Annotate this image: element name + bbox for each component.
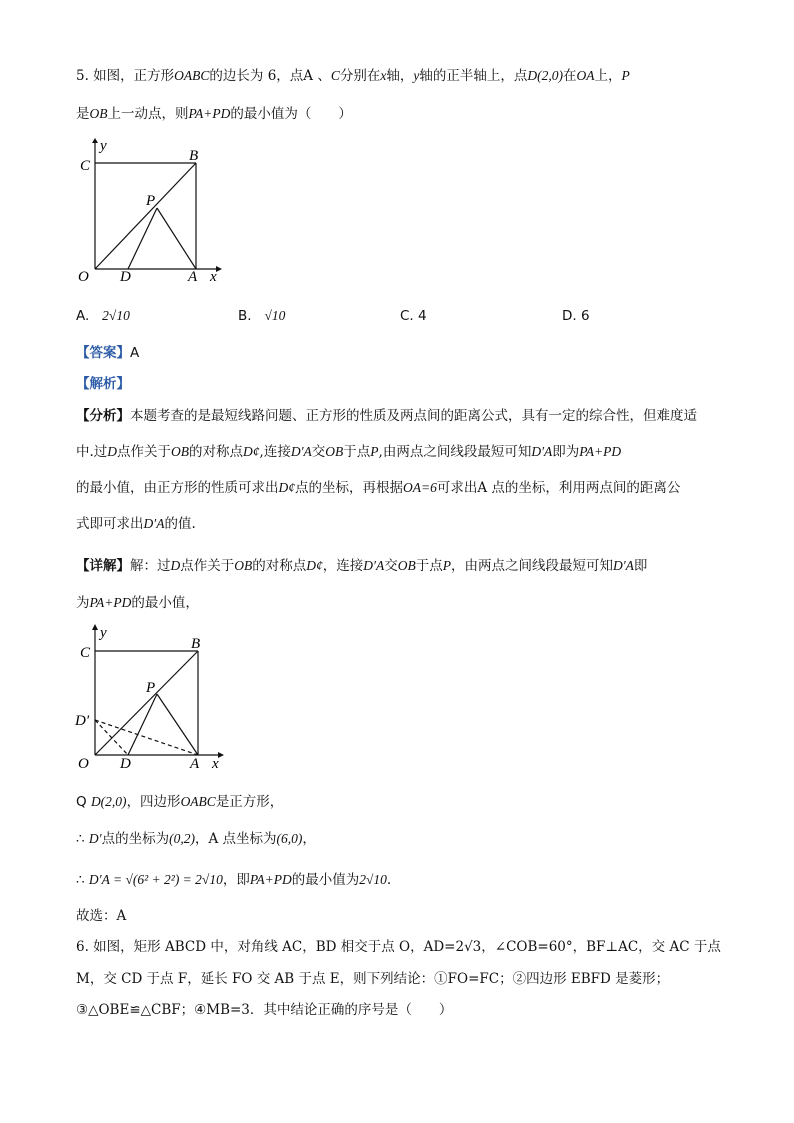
label-o: O <box>78 756 89 772</box>
label-b: B <box>189 148 199 164</box>
label-x: x <box>212 756 219 772</box>
label-p: P <box>146 193 156 209</box>
label-a: A <box>188 269 198 285</box>
label-y: y <box>100 138 107 154</box>
answer-line: 【答案】A <box>76 345 140 361</box>
fenxi-line-1: 【分析】本题考查的是最短线路问题、正方形的性质及两点间的距离公式，具有一定的综合性，但难度适 <box>76 408 697 424</box>
q6-stem-line-2: M，交 CD 于点 F，延长 FO 交 AB 于点 E，则下列结论：①FO=FC；②四边形 EBFD 是菱形； <box>76 971 670 987</box>
segment-pd <box>128 694 157 755</box>
label-dprime: D′ <box>75 713 90 729</box>
solution-step-1: Q D(2,0)，四边形OABC是正方形， <box>76 794 284 810</box>
segment-pd <box>128 208 157 269</box>
fenxi-line-2: 中.过D点作关于OB的对称点D¢,连接D′A交OB于点P,由两点之间线段最短可知D′A即为PA+PD <box>76 444 622 460</box>
diagonal-ob <box>95 651 198 755</box>
y-arrow-icon <box>92 624 98 630</box>
x-arrow-icon <box>216 266 222 272</box>
fenxi-line-3: 的最小值，由正方形的性质可求出D¢点的坐标，再根据OA=6可求出A 点的坐标，利用两点间的距离公 <box>76 480 681 496</box>
choice-d[interactable]: D. 6 <box>562 308 590 324</box>
q6-stem-line-3: ③△OBE≌△CBF；④MB=3．其中结论正确的序号是（ ） <box>76 1002 453 1018</box>
x-arrow-icon <box>218 752 224 758</box>
label-x: x <box>210 269 217 285</box>
q5-figure <box>70 138 230 288</box>
solution-step-3: ∴ D′A = √(6² + 2²) = 2√10，即PA+PD的最小值为2√10. <box>76 872 392 888</box>
fenxi-line-4: 式即可求出D′A的值. <box>76 516 196 532</box>
choice-a[interactable]: A. 2√10 <box>76 308 130 324</box>
label-y: y <box>100 625 107 641</box>
analysis-heading: 【解析】 <box>76 376 130 392</box>
label-b: B <box>191 636 201 652</box>
segment-pa <box>157 208 196 269</box>
xiangjie-line-1: 【详解】解：过D点作关于OB的对称点D¢，连接D′A交OB于点P，由两点之间线段最短可知D′A即 <box>76 558 648 574</box>
label-o: O <box>78 269 89 285</box>
label-c: C <box>80 645 91 661</box>
diagonal-ob <box>95 163 196 269</box>
y-arrow-icon <box>92 138 98 143</box>
q5-stem-line-2: 是OB上一动点，则PA+PD的最小值为（ ） <box>76 106 352 122</box>
solution-conclusion: 故选：A <box>76 908 127 924</box>
label-p: P <box>146 680 156 696</box>
choice-c[interactable]: C. 4 <box>400 308 427 324</box>
label-a: A <box>190 756 200 772</box>
label-d: D <box>120 756 131 772</box>
dashed-dprime-a <box>95 720 198 755</box>
q5-stem-line-1: 5. 如图，正方形OABC的边长为 6，点A 、C分别在x轴，y轴的正半轴上，点D(2,0)在OA上，P <box>76 68 630 84</box>
segment-pa <box>157 694 198 755</box>
label-d: D <box>120 269 131 285</box>
xiangjie-line-2: 为PA+PD的最小值， <box>76 595 199 611</box>
solution-figure <box>70 624 230 776</box>
q6-stem-line-1: 6. 如图，矩形 ABCD 中，对角线 AC，BD 相交于点 O，AD=2√3，∠COB=60°，BF⊥AC，交 AC 于点 <box>76 939 721 955</box>
label-c: C <box>80 158 91 174</box>
solution-step-2: ∴ D′点的坐标为(0,2)，A 点坐标为(6,0)， <box>76 831 316 847</box>
choice-b[interactable]: B. √10 <box>238 308 286 324</box>
